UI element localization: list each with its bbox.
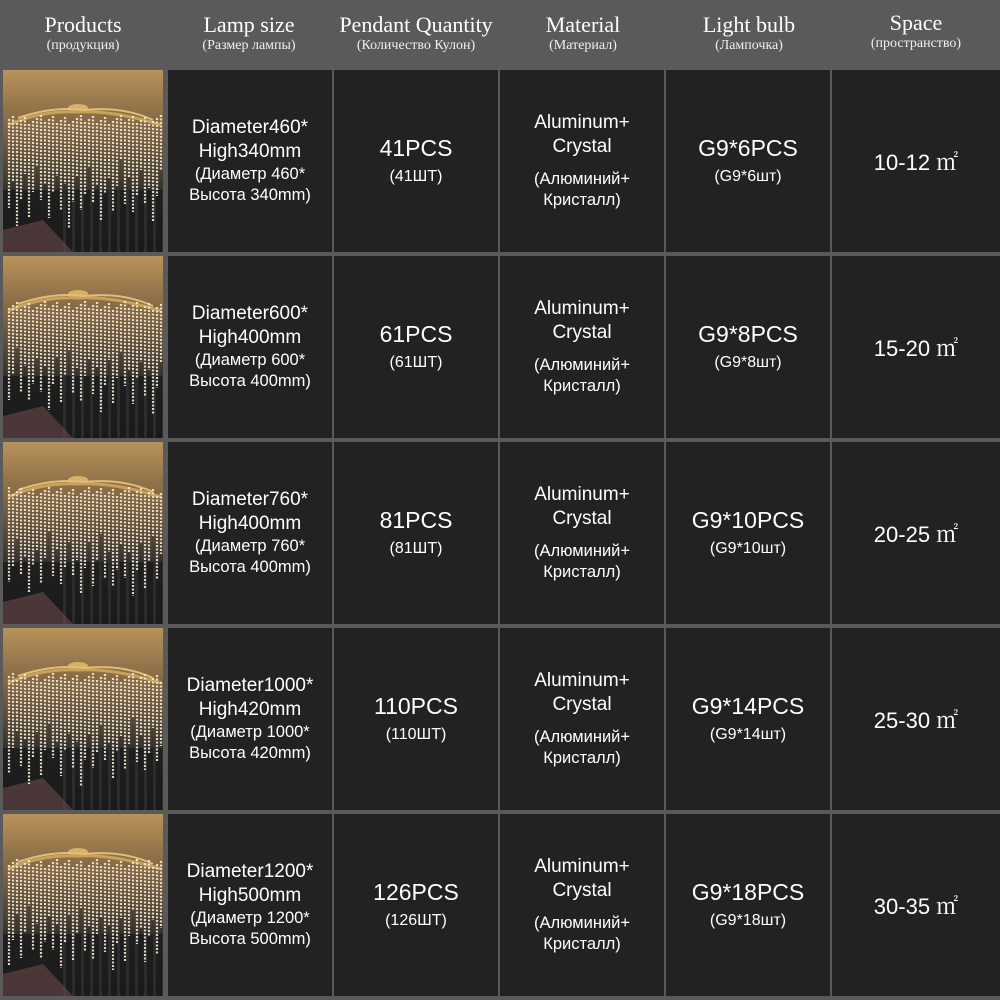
chandelier-photo	[3, 814, 163, 996]
material-en-1: Aluminum+	[534, 484, 630, 505]
space-cell	[832, 256, 1000, 438]
table-row	[0, 628, 1000, 810]
light-bulb-ru: (G9*6шт)	[714, 168, 782, 185]
material-ru-1: (Алюминий+	[533, 170, 631, 188]
material-cell	[500, 442, 664, 624]
lamp-size-ru-2: Высота 500mm)	[189, 930, 311, 948]
material-ru-2: Кристалл)	[543, 377, 621, 395]
header-lamp-size	[166, 0, 332, 68]
space-value: 30-35 ㎡	[873, 893, 959, 919]
lamp-size-en-2: High420mm	[198, 699, 302, 720]
lamp-size-cell	[168, 256, 332, 438]
pendant-quantity-ru: (81ШТ)	[389, 540, 443, 557]
space-cell	[832, 442, 1000, 624]
light-bulb-ru: (G9*10шт)	[709, 540, 787, 557]
material-ru-1: (Алюминий+	[533, 728, 631, 746]
light-bulb-cell	[666, 628, 830, 810]
pendant-quantity-cell	[334, 70, 498, 252]
material-en-1: Aluminum+	[534, 298, 630, 319]
header-products	[0, 0, 166, 68]
header-material	[500, 0, 666, 68]
header-space-sublabel: (пространство)	[870, 36, 962, 51]
pendant-quantity-cell	[334, 256, 498, 438]
lamp-size-en-2: High340mm	[198, 141, 302, 162]
header-light-bulb	[666, 0, 832, 68]
material-en-2: Crystal	[552, 322, 612, 343]
pendant-quantity-ru: (61ШТ)	[389, 354, 443, 371]
lamp-size-en-1: Diameter760*	[191, 489, 309, 510]
table-row	[0, 442, 1000, 624]
light-bulb: G9*14PCS	[691, 693, 805, 719]
header-products-sublabel: (продукция)	[46, 38, 120, 53]
material-cell	[500, 628, 664, 810]
light-bulb-ru: (G9*18шт)	[709, 912, 787, 929]
light-bulb: G9*6PCS	[698, 135, 798, 161]
pendant-quantity: 81PCS	[379, 507, 453, 533]
header-material-sublabel: (Материал)	[549, 38, 617, 53]
material-ru-2: Кристалл)	[543, 191, 621, 209]
pendant-quantity-ru: (41ШТ)	[389, 168, 443, 185]
pendant-quantity: 61PCS	[379, 321, 453, 347]
lamp-size-en-2: High500mm	[198, 885, 302, 906]
pendant-quantity: 110PCS	[374, 693, 458, 719]
material-cell	[500, 256, 664, 438]
header-pendant-quantity-label: Pendant Quantity	[339, 12, 493, 37]
chandelier-photo	[3, 70, 163, 252]
space-value: 25-30 ㎡	[873, 707, 959, 733]
lamp-size-en-1: Diameter1200*	[186, 861, 314, 882]
material-en-1: Aluminum+	[534, 856, 630, 877]
pendant-quantity-cell	[334, 814, 498, 996]
material-en-2: Crystal	[552, 880, 612, 901]
material-en-2: Crystal	[552, 694, 612, 715]
material-en-2: Crystal	[552, 136, 612, 157]
pendant-quantity: 41PCS	[379, 135, 453, 161]
light-bulb-cell	[666, 256, 830, 438]
material-cell	[500, 814, 664, 996]
space-value: 10-12 ㎡	[873, 149, 959, 175]
material-cell	[500, 70, 664, 252]
table-row	[0, 814, 1000, 996]
space-cell	[832, 628, 1000, 810]
lamp-size-ru-2: Высота 420mm)	[189, 744, 311, 762]
lamp-size-en-2: High400mm	[198, 513, 302, 534]
header-space	[832, 0, 1000, 68]
light-bulb-cell	[666, 70, 830, 252]
material-ru-1: (Алюминий+	[533, 356, 631, 374]
material-ru-2: Кристалл)	[543, 935, 621, 953]
chandelier-photo	[3, 628, 163, 810]
header-light-bulb-sublabel: (Лампочка)	[715, 38, 783, 53]
lamp-size-ru-1: (Диаметр 600*	[194, 351, 306, 369]
header-products-label: Products	[44, 12, 122, 37]
lamp-size-ru-1: (Диаметр 1200*	[190, 909, 310, 927]
lamp-size-en-1: Diameter600*	[191, 303, 309, 324]
space-cell	[832, 70, 1000, 252]
space-value: 20-25 ㎡	[873, 521, 959, 547]
material-ru-1: (Алюминий+	[533, 914, 631, 932]
lamp-size-ru-1: (Диаметр 460*	[194, 165, 306, 183]
light-bulb-ru: (G9*8шт)	[714, 354, 782, 371]
lamp-size-ru-2: Высота 340mm)	[189, 186, 311, 204]
header-pendant-quantity	[332, 0, 500, 68]
header-pendant-quantity-sublabel: (Количество Кулон)	[356, 38, 476, 53]
material-ru-2: Кристалл)	[543, 563, 621, 581]
table-row	[0, 256, 1000, 438]
lamp-size-en-2: High400mm	[198, 327, 302, 348]
light-bulb: G9*8PCS	[698, 321, 798, 347]
material-en-1: Aluminum+	[534, 670, 630, 691]
lamp-size-cell	[168, 628, 332, 810]
header-lamp-size-sublabel: (Размер лампы)	[202, 38, 296, 53]
space-value: 15-20 ㎡	[873, 335, 959, 361]
lamp-size-ru-2: Высота 400mm)	[189, 558, 311, 576]
material-en-2: Crystal	[552, 508, 612, 529]
header-space-label: Space	[889, 10, 943, 35]
material-en-1: Aluminum+	[534, 112, 630, 133]
lamp-size-cell	[168, 814, 332, 996]
pendant-quantity-ru: (126ШТ)	[385, 912, 447, 929]
pendant-quantity: 126PCS	[373, 879, 459, 905]
pendant-quantity-cell	[334, 442, 498, 624]
light-bulb: G9*18PCS	[691, 879, 805, 905]
light-bulb: G9*10PCS	[691, 507, 805, 533]
header-light-bulb-label: Light bulb	[702, 12, 796, 37]
table-row	[0, 70, 1000, 252]
lamp-size-cell	[168, 442, 332, 624]
lamp-size-ru-2: Высота 400mm)	[189, 372, 311, 390]
space-cell	[832, 814, 1000, 996]
light-bulb-cell	[666, 442, 830, 624]
chandelier-photo	[3, 442, 163, 624]
pendant-quantity-cell	[334, 628, 498, 810]
pendant-quantity-ru: (110ШТ)	[385, 726, 447, 743]
header-lamp-size-label: Lamp size	[203, 12, 295, 37]
lamp-size-cell	[168, 70, 332, 252]
lamp-size-ru-1: (Диаметр 1000*	[190, 723, 310, 741]
lamp-size-en-1: Diameter1000*	[186, 675, 314, 696]
material-ru-1: (Алюминий+	[533, 542, 631, 560]
lamp-size-ru-1: (Диаметр 760*	[194, 537, 306, 555]
light-bulb-cell	[666, 814, 830, 996]
light-bulb-ru: (G9*14шт)	[709, 726, 787, 743]
material-ru-2: Кристалл)	[543, 749, 621, 767]
table-header	[0, 0, 1000, 68]
lamp-size-en-1: Diameter460*	[191, 117, 309, 138]
chandelier-photo	[3, 256, 163, 438]
header-material-label: Material	[545, 12, 621, 37]
